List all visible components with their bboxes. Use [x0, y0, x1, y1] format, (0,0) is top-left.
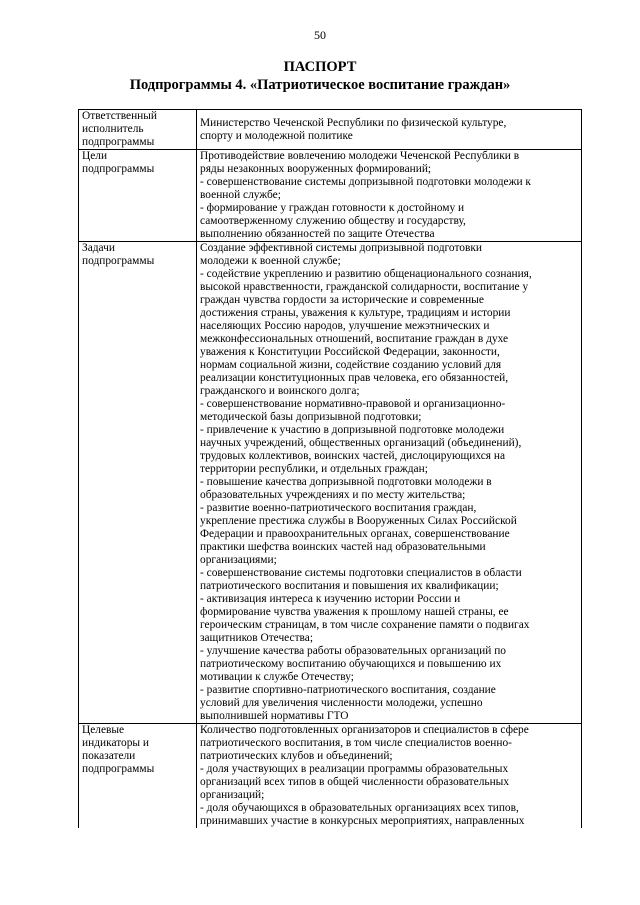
row-label-cell [79, 724, 197, 829]
row-content-line: военной службе; [200, 189, 281, 201]
row-content-line: Создание эффективной системы допризывной подготовки [200, 242, 482, 254]
row-content-line: организациями; [200, 554, 277, 566]
row-content-line: уважения к Конституции Российской Федерации, законности, [200, 346, 500, 358]
row-content-line: героическим страницам, в том числе сохранение памяти о подвигах [200, 619, 530, 631]
row-content-line: - совершенствование системы подготовки специалистов в области [200, 567, 522, 579]
row-content-cell [197, 110, 582, 150]
row-content-line: - совершенствование нормативно-правовой и организационно- [200, 398, 506, 410]
row-content-line: защитников Отечества; [200, 632, 313, 644]
row-label-line: индикаторы и [82, 737, 150, 749]
row-goals [79, 150, 582, 242]
page-subtitle: Подпрограммы 4. «Патриотическое воспитание граждан» [129, 77, 511, 93]
row-content-line: самоотверженному служению обществу и государству, [200, 215, 466, 227]
row-label-line: показатели [82, 750, 136, 762]
row-content-line: укрепление престижа службы в Вооруженных Силах Российской [200, 515, 517, 527]
row-content-line: - доля обучающихся в образовательных организациях всех типов, [200, 802, 519, 814]
row-label-line: подпрограммы [82, 136, 155, 148]
row-content-line: методической базы допризывной подготовки; [200, 411, 422, 423]
row-content-line: Министерство Чеченской Республики по физической культуре, [200, 117, 507, 129]
row-target-indicators [79, 724, 582, 829]
row-content-line: достижения страны, уважения к культуре, традициям и истории [200, 307, 511, 319]
row-label-line: Задачи [82, 242, 115, 254]
row-content-line: практики шефства воинских частей над образовательными [200, 541, 486, 553]
row-content-line: патриотических клубов и объединений; [200, 750, 393, 762]
row-content-line: реализации конституционных прав человека, его обязанностей, [200, 372, 509, 384]
row-content-line: Федерации и правоохранительных органах, совершенствование [200, 528, 510, 540]
row-content-line: - совершенствование системы допризывной подготовки молодежи к [200, 176, 531, 188]
passport-table [78, 109, 582, 828]
row-label-line: подпрограммы [82, 763, 155, 775]
row-label-cell [79, 150, 197, 242]
row-content-line: гражданского и воинского долга; [200, 385, 360, 397]
row-content-line: территории республики, и отдельных граждан; [200, 463, 428, 475]
row-content-line: патриотического воспитания, в том числе специалистов военно- [200, 737, 512, 749]
row-content-line: межконфессиональных отношений, воспитание граждан в духе [200, 333, 509, 345]
row-content-line: молодежи к военной службе; [200, 255, 341, 267]
row-content-line: ряды незаконных вооруженных формирований; [200, 163, 432, 175]
row-label-line: Целевые [82, 724, 125, 736]
row-content-line: высокой нравственности, гражданской солидарности, воспитание у [200, 281, 529, 293]
row-label-line: подпрограммы [82, 255, 155, 267]
row-content-line: - улучшение качества работы образовательных организаций по [200, 645, 506, 657]
page-number: 50 [314, 28, 326, 42]
row-content-line: научных учреждений, общественных организаций (объединений), [200, 437, 522, 449]
row-content-line: образовательных учреждениях и по месту жительства; [200, 489, 466, 501]
row-content-line: формирование чувства уважения к прошлому нашей страны, ее [200, 606, 509, 618]
row-content-line: Противодействие вовлечению молодежи Чеченской Республики в [200, 150, 520, 162]
row-content-cell [197, 242, 582, 724]
row-content-line: организаций; [200, 789, 265, 801]
row-label-line: Ответственный [82, 110, 158, 122]
row-content-cell [197, 150, 582, 242]
row-content-line: выполнившей нормативы ГТО [200, 710, 349, 722]
row-content-line: - повышение качества допризывной подготовки молодежи в [200, 476, 492, 488]
row-content-line: патриотическому воспитанию обучающихся и повышению их [200, 658, 502, 670]
row-content-line: организаций всех типов в общей численности образовательных [200, 776, 510, 788]
row-content-line: нормам социальной жизни, содействие созданию условий для [200, 359, 502, 371]
row-responsible-executor [79, 110, 582, 150]
row-content-line: граждан чувства гордости за исторические и современные [200, 294, 484, 306]
row-content-line: патриотического воспитания и повышения их квалификации; [200, 580, 499, 592]
passport-table-body [79, 110, 582, 829]
row-tasks [79, 242, 582, 724]
row-content-line: - содействие укреплению и развитию общенационального сознания, [200, 268, 532, 280]
row-content-line: - развитие спортивно-патриотического воспитания, создание [200, 684, 496, 696]
page-title: ПАСПОРТ [283, 59, 357, 75]
row-content-line: - формирование у граждан готовности к достойному и [200, 202, 465, 214]
row-label-line: подпрограммы [82, 163, 155, 175]
row-content-line: Количество подготовленных организаторов и специалистов в сфере [200, 724, 529, 736]
row-content-line: принимавших участие в конкурсных мероприятиях, направленных [200, 815, 525, 827]
row-content-line: трудовых коллективов, воинских частей, дислоцирующихся на [200, 450, 506, 462]
row-content-line: - доля участвующих в реализации программы образовательных [200, 763, 509, 775]
row-content-line: спорту и молодежной политике [200, 130, 353, 142]
row-content-line: условий для увеличения численности молодежи, успешно [200, 697, 483, 709]
row-content-cell [197, 724, 582, 829]
row-label-cell [79, 242, 197, 724]
row-content-line: выполнению обязанностей по защите Отечества [200, 228, 435, 240]
row-content-line: мотивации к службе Отечеству; [200, 671, 354, 683]
row-content-line: - привлечение к участию в допризывной подготовке молодежи [200, 424, 505, 436]
row-content-line: - развитие военно-патриотического воспитания граждан, [200, 502, 477, 514]
row-label-cell [79, 110, 197, 150]
row-content-line: - активизация интереса к изучению истории России и [200, 593, 461, 605]
row-label-line: Цели [82, 150, 108, 162]
row-content-line: населяющих Россию народов, улучшение межэтнических и [200, 320, 490, 332]
row-label-line: исполнитель [82, 123, 144, 135]
